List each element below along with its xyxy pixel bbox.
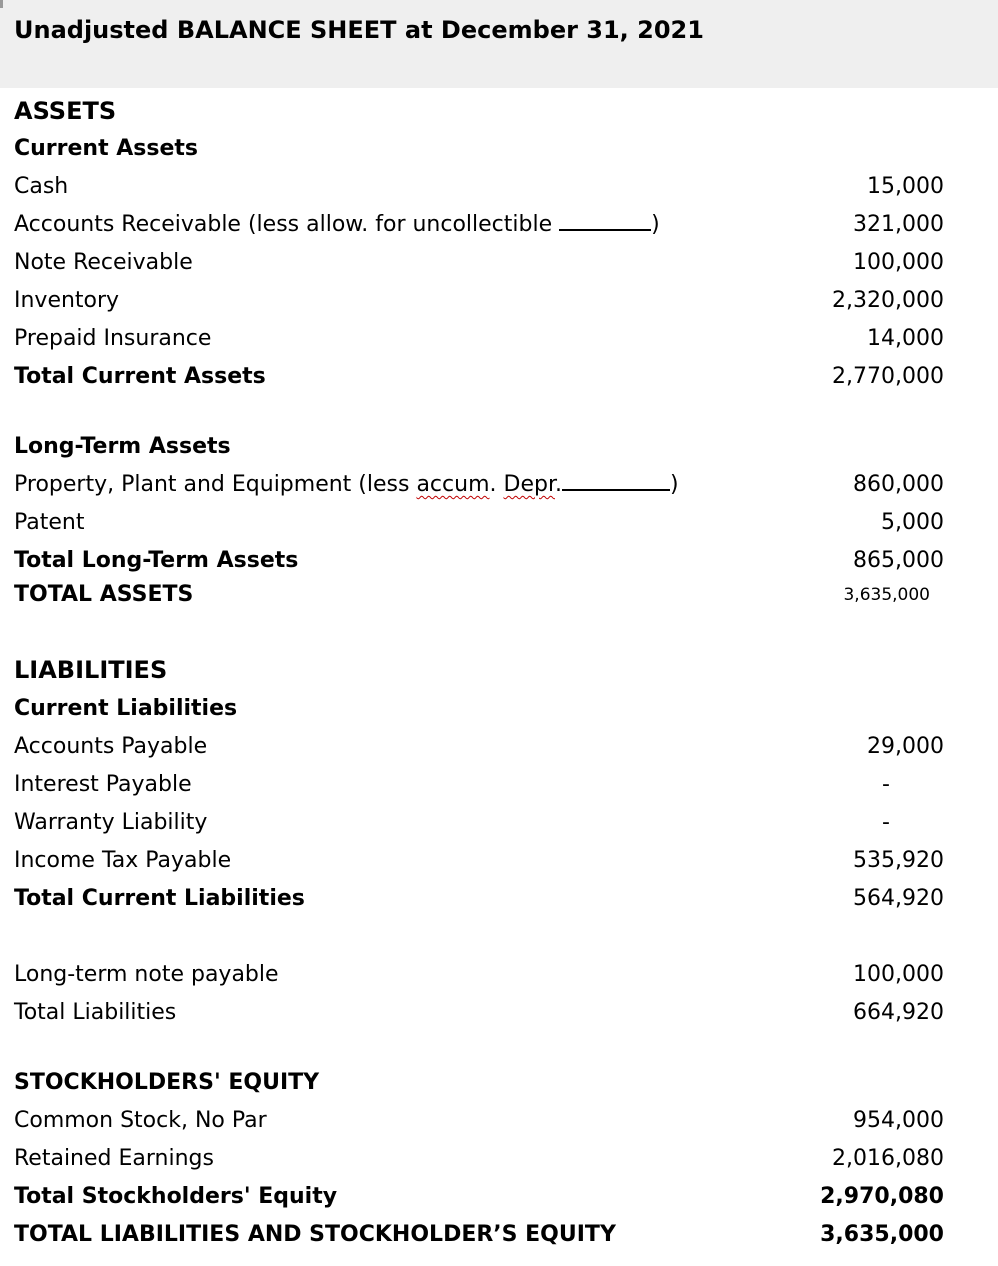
current-liabilities-heading-row [0,693,998,725]
line-label: Note Receivable [14,250,193,275]
line-label [14,469,679,501]
total-assets-label: TOTAL ASSETS [14,582,194,607]
sheet-title: Unadjusted BALANCE SHEET at December 31, 2021 [14,16,704,44]
table-row [0,323,998,355]
equity-heading: STOCKHOLDERS' EQUITY [14,1070,320,1095]
table-row [0,845,998,877]
grand-total-label: TOTAL LIABILITIES AND STOCKHOLDER’S EQUITY [14,1222,616,1247]
line-amount: 100,000 [853,250,944,275]
line-amount: 5,000 [881,510,944,535]
total-amount: 2,770,000 [832,364,944,389]
current-assets-heading: Current Assets [14,136,199,161]
fill-in-blank [562,469,670,491]
line-label: Patent [14,510,85,535]
liabilities-heading: LIABILITIES [14,656,168,684]
line-amount: - [882,772,890,797]
line-label [14,209,660,241]
line-amount: 29,000 [867,734,944,759]
total-label: Total Long-Term Assets [14,548,299,573]
total-label: Total Liabilities [14,1000,177,1025]
line-label: Accounts Payable [14,734,208,759]
table-row [0,209,998,241]
total-label: Total Stockholders' Equity [14,1184,338,1209]
line-label: Cash [14,174,69,199]
line-label: Common Stock, No Par [14,1108,267,1133]
line-label: Interest Payable [14,772,192,797]
current-assets-heading-row [0,133,998,165]
table-row [0,247,998,279]
label-prefix: Accounts Receivable (less allow. for uncollectible [14,212,560,237]
line-label: Income Tax Payable [14,848,232,873]
line-amount: 14,000 [867,326,944,351]
grand-total-row [0,1219,998,1251]
label-suffix: . [554,472,562,497]
total-row [0,545,998,577]
liabilities-heading-row [0,654,998,686]
total-amount: 664,920 [853,1000,944,1025]
line-amount: 2,016,080 [832,1146,944,1171]
total-assets-row [0,579,998,611]
line-amount: 15,000 [867,174,944,199]
table-row [0,507,998,539]
title-bar [0,0,998,88]
total-assets-amount: 3,635,000 [843,585,930,605]
line-label: Retained Earnings [14,1146,214,1171]
long-term-assets-heading-row [0,431,998,463]
line-amount: 860,000 [853,472,944,497]
line-label: Inventory [14,288,120,313]
line-amount: 954,000 [853,1108,944,1133]
line-label: Prepaid Insurance [14,326,212,351]
line-amount: 100,000 [853,962,944,987]
total-amount: 564,920 [853,886,944,911]
label-suffix: ) [651,212,660,237]
total-row [0,361,998,393]
total-row [0,997,998,1029]
total-row [0,883,998,915]
total-row [0,1181,998,1213]
spellcheck-word: Depr [503,472,555,497]
line-amount: 2,320,000 [832,288,944,313]
current-liabilities-heading: Current Liabilities [14,696,238,721]
line-amount: 535,920 [853,848,944,873]
grand-total-amount: 3,635,000 [820,1222,944,1247]
table-row [0,731,998,763]
long-term-assets-heading: Long-Term Assets [14,434,231,459]
equity-heading-row [0,1067,998,1099]
spellcheck-word: accum [416,472,490,497]
cell-edge-marker [0,0,3,8]
table-row [0,807,998,839]
label-prefix: Property, Plant and Equipment (less [14,472,417,497]
table-row [0,959,998,991]
fill-in-blank [559,209,651,231]
label-mid: . [489,472,504,497]
total-label: Total Current Assets [14,364,266,389]
line-amount: 321,000 [853,212,944,237]
table-row [0,1143,998,1175]
line-amount: - [882,810,890,835]
assets-heading-row [0,95,998,127]
assets-heading: ASSETS [14,97,117,125]
table-row [0,469,998,501]
table-row [0,285,998,317]
table-row [0,1105,998,1137]
table-row [0,769,998,801]
total-amount: 865,000 [853,548,944,573]
label-close: ) [669,472,679,497]
total-amount: 2,970,080 [820,1184,944,1209]
total-label: Total Current Liabilities [14,886,305,911]
line-label: Long-term note payable [14,962,279,987]
line-label: Warranty Liability [14,810,208,835]
table-row [0,171,998,203]
